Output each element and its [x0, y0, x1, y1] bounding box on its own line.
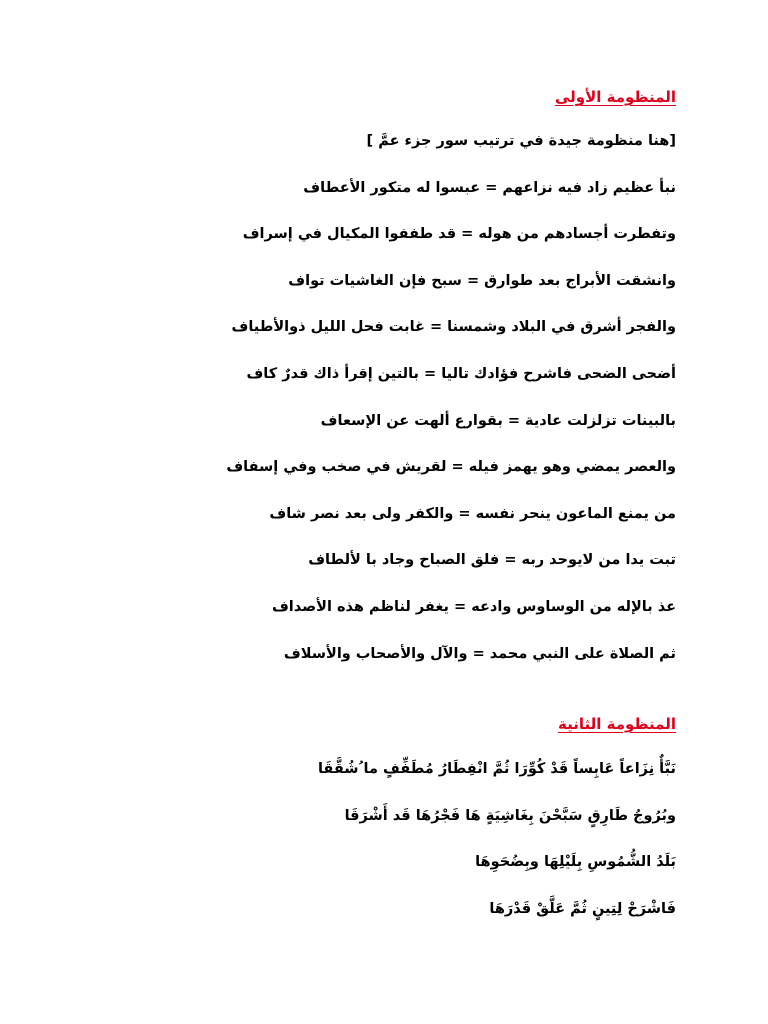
poem-line: ثم الصلاة على النبي محمد = والآل والأصحاب والأسلاف	[283, 645, 676, 662]
section-heading: المنظومة الثانية	[558, 715, 676, 733]
poem-line: وبُرُوجُ طَارِقٍ سَبَّحْنَ بِغَاشِيَةٍ هَا فَجْرُهَا قَد أَشْرَقَا	[344, 807, 676, 824]
poem-line: بَلَدُ الشُّمُوسِ بِلَيْلِهَا وبِضُحَوِهَا	[475, 854, 676, 870]
poem-line: من يمنع الماعون ينحر نفسه = والكفر ولى بعد نصر شاف	[269, 505, 676, 522]
poem-line: فَاشْرَحْ لِتِينٍ ثُمَّ عَلَّقْ قَدْرَهَا	[489, 900, 676, 917]
poem-section-first	[56, 86, 676, 689]
poem-line: والعصر يمضي وهو يهمز فيله = لقريش في صخب وفي إسفاف	[226, 459, 676, 476]
poem-line: وتفطرت أجسادهم من هوله = قد طففوا المكيال في إسراف	[242, 226, 676, 243]
poem-lines	[56, 130, 676, 665]
poem-line: والفجر أشرق في البلاد وشمسنا = غابت فحل الليل ذوالأطياف	[231, 319, 676, 336]
poem-line: أضحى الضحى فاشرح فؤادك تاليا = بالتين إقرأ ذاك قدرٌ كاف	[246, 365, 676, 382]
poem-line: نبأ عظيم زاد فيه نزاعهم = عبسوا له متكور الأعطاف	[303, 179, 676, 196]
poem-section-second	[56, 713, 676, 943]
poem-lines	[56, 757, 676, 921]
poem-line: عذ بالإله من الوساوس وادعه = يغفر لناظم هذه الأصداف	[271, 598, 676, 615]
poem-line: نَبَّأٌ نِزَاعاً عَابِساً قَدْ كُوِّرَا ثُمَّ انْفِطَارُ مُطَفِّفٍ ما ُشُقَّقَا	[317, 761, 676, 777]
section-heading: المنظومة الأولى	[554, 88, 676, 106]
poem-line: بالبينات تزلزلت عادية = بقوارع ألهت عن الإسعاف	[320, 412, 676, 429]
poem-line: تبت يدا من لايوحد ربه = فلق الصباح وجاد با لألطاف	[308, 552, 676, 569]
poem-line-intro: [هنا منظومة جيدة في ترتيب سور جزء عمَّ ]	[366, 133, 676, 149]
poem-line: وانشقت الأبراج بعد طوارق = سبح فإن الغاشيات تواف	[288, 272, 676, 289]
